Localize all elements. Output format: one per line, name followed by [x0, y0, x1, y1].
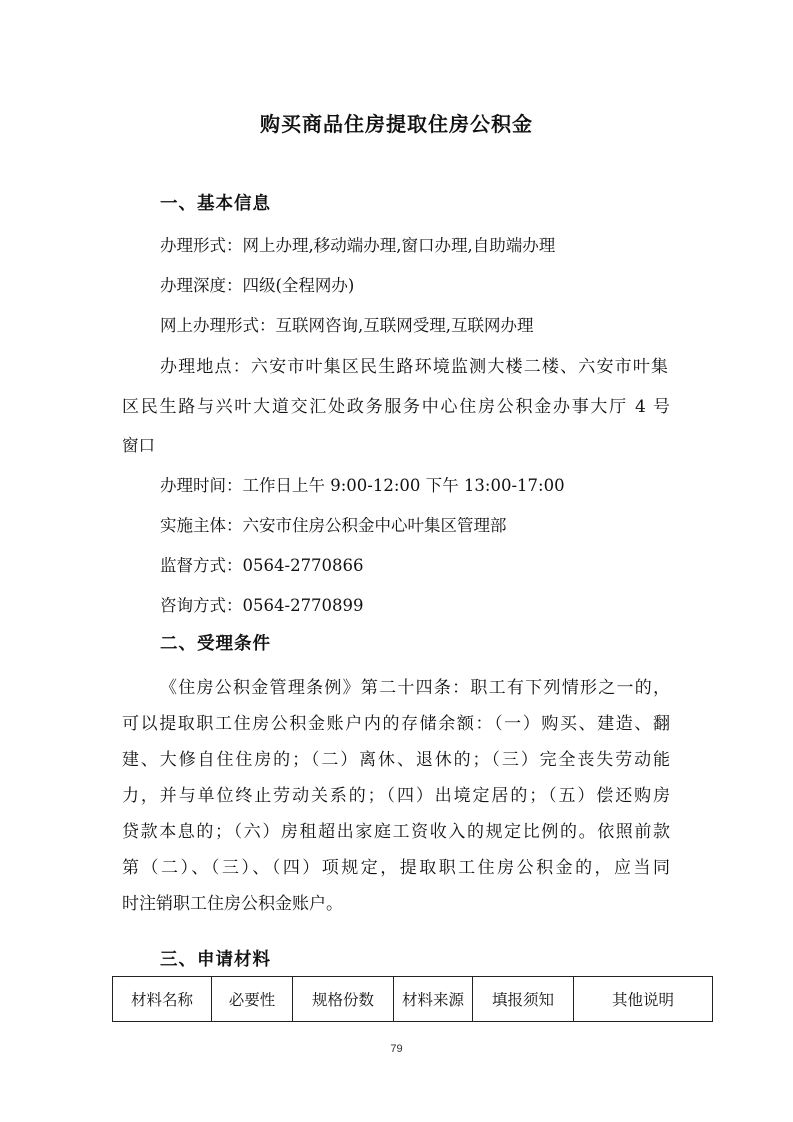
supervision-label: 监督方式： — [160, 556, 243, 575]
location-line-2: 区民生路与兴叶大道交汇处政务服务中心住房公积金办事大厅 4 号 — [122, 397, 670, 417]
handling-form-label: 办理形式： — [160, 236, 243, 255]
supervision-phone: 0564-2770866 — [242, 556, 364, 575]
location-line-3: 窗口 — [122, 436, 155, 455]
location-line-1: 办理地点：六安市叶集区民生路环境监测大楼二楼、六安市叶集 — [160, 357, 668, 377]
handling-form-line — [160, 232, 555, 256]
implementing-entity-line — [160, 512, 507, 536]
consultation-label: 咨询方式： — [160, 596, 243, 615]
consultation-phone: 0564-2770899 — [242, 596, 364, 615]
table-header-source: 材料来源 — [394, 977, 473, 1022]
supervision-line — [160, 552, 364, 576]
table-header-necessity: 必要性 — [212, 977, 293, 1022]
condition-line-7: 时注销职工住房公积金账户。 — [122, 894, 343, 914]
materials-table — [112, 976, 713, 1022]
table-header-material-name: 材料名称 — [113, 977, 212, 1022]
handling-form-value: 网上办理,移动端办理,窗口办理,自助端办理 — [242, 236, 556, 255]
table-header-row — [113, 977, 713, 1022]
section-heading-basic-info: 一、基本信息 — [160, 194, 271, 214]
handling-time-label: 办理时间： — [160, 476, 243, 495]
condition-line-5: 贷款本息的；（六）房租超出家庭工资收入的规定比例的。依照前款 — [122, 822, 670, 842]
condition-line-3: 建、大修自住住房的；（二）离休、退休的；（三）完全丧失劳动能 — [122, 750, 670, 770]
section-heading-materials: 三、申请材料 — [160, 950, 271, 970]
page-number: 79 — [390, 1043, 403, 1055]
handling-depth-value: 四级(全程网办) — [242, 276, 355, 295]
table-header-specification: 规格份数 — [293, 977, 394, 1022]
table-header-other-notes: 其他说明 — [574, 977, 713, 1022]
implementing-entity-label: 实施主体： — [160, 516, 243, 535]
handling-depth-label: 办理深度： — [160, 276, 243, 295]
handling-time-value: 工作日上午 9:00-12:00 下午 13:00-17:00 — [242, 476, 565, 495]
condition-line-2: 可以提取职工住房公积金账户内的存储余额：（一）购买、建造、翻 — [122, 714, 670, 734]
document-title: 购买商品住房提取住房公积金 — [260, 112, 533, 136]
condition-line-1: 《住房公积金管理条例》第二十四条：职工有下列情形之一的， — [160, 678, 670, 698]
online-form-line — [160, 312, 534, 336]
handling-depth-line — [160, 272, 354, 296]
online-form-label: 网上办理形式： — [160, 316, 276, 335]
handling-time-line — [160, 472, 565, 496]
online-form-value: 互联网咨询,互联网受理,互联网办理 — [275, 316, 534, 335]
implementing-entity-value: 六安市住房公积金中心叶集区管理部 — [242, 516, 507, 535]
condition-line-6: 第（二）、（三）、（四）项规定，提取职工住房公积金的，应当同 — [122, 858, 670, 878]
consultation-line — [160, 592, 364, 616]
table-header-filling-notes: 填报须知 — [473, 977, 574, 1022]
condition-line-4: 力，并与单位终止劳动关系的；（四）出境定居的；（五）偿还购房 — [122, 786, 670, 806]
section-heading-conditions: 二、受理条件 — [160, 634, 271, 654]
